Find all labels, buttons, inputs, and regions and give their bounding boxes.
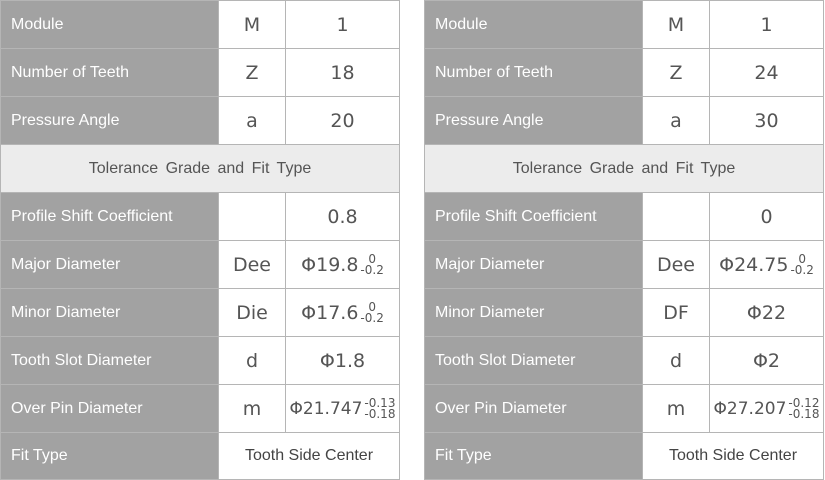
value-main: Φ24.75: [719, 253, 789, 276]
tolerance-lower: -0.2: [790, 262, 814, 277]
tolerance-lower: -0.18: [788, 407, 820, 421]
gear-spec-table-left: [0, 0, 400, 480]
row-symbol-empty: [219, 193, 286, 241]
value-main: Φ19.8: [301, 253, 359, 276]
table-row-module: [1, 1, 400, 49]
row-label: Fit Type: [425, 433, 643, 480]
tolerance-lower: -0.18: [364, 407, 396, 421]
row-value: [710, 385, 824, 433]
row-value: 30: [710, 97, 824, 145]
tolerance-upper: 0: [368, 299, 376, 314]
table-row-fit-type: [1, 433, 400, 480]
row-label: Major Diameter: [1, 241, 219, 289]
row-label: Module: [425, 1, 643, 49]
row-symbol: M: [643, 1, 710, 49]
table-row-profile-shift: [425, 193, 824, 241]
table-row-minor-diameter: [425, 289, 824, 337]
row-value: Φ2: [710, 337, 824, 385]
row-value: [286, 241, 400, 289]
tolerance-upper: 0: [798, 251, 806, 266]
value-main: Φ21.747: [289, 399, 363, 419]
row-symbol: a: [219, 97, 286, 145]
table-row-pressure-angle: [425, 97, 824, 145]
table-row-over-pin-diameter: [425, 385, 824, 433]
row-symbol: M: [219, 1, 286, 49]
tolerance: [364, 398, 395, 420]
row-label: Tooth Slot Diameter: [1, 337, 219, 385]
row-value: 20: [286, 97, 400, 145]
row-symbol-empty: [643, 193, 710, 241]
row-label: Number of Teeth: [1, 49, 219, 97]
value-with-tolerance: [719, 251, 814, 277]
row-value: [286, 289, 400, 337]
row-symbol: m: [219, 385, 286, 433]
row-label: Tooth Slot Diameter: [425, 337, 643, 385]
value-with-tolerance: [301, 251, 384, 277]
tolerance: [360, 251, 384, 277]
table-row-major-diameter: [1, 241, 400, 289]
row-value: 0.8: [286, 193, 400, 241]
row-symbol: m: [643, 385, 710, 433]
row-symbol: DF: [643, 289, 710, 337]
tolerance-lower: -0.2: [360, 262, 384, 277]
row-value: 18: [286, 49, 400, 97]
section-header: Tolerance Grade and Fit Type: [1, 145, 400, 193]
row-label: Over Pin Diameter: [425, 385, 643, 433]
row-value: 0: [710, 193, 824, 241]
table-row-minor-diameter: [1, 289, 400, 337]
tolerance: [360, 299, 384, 325]
row-label: Profile Shift Coefficient: [425, 193, 643, 241]
row-symbol: Dee: [219, 241, 286, 289]
row-symbol: Z: [219, 49, 286, 97]
tolerance-upper: 0: [368, 251, 376, 266]
table-row-slot-diameter: [425, 337, 824, 385]
tolerance-upper: -0.12: [788, 396, 820, 410]
row-value: 1: [710, 1, 824, 49]
row-label: Minor Diameter: [425, 289, 643, 337]
row-label: Minor Diameter: [1, 289, 219, 337]
tolerance: [790, 251, 814, 277]
row-symbol: Dee: [643, 241, 710, 289]
row-label: Pressure Angle: [1, 97, 219, 145]
table-row-teeth: [425, 49, 824, 97]
value-main: Φ17.6: [301, 301, 359, 324]
table-row-profile-shift: [1, 193, 400, 241]
row-label: Fit Type: [1, 433, 219, 480]
row-value: Tooth Side Center: [643, 433, 824, 480]
row-symbol: d: [643, 337, 710, 385]
row-value: 24: [710, 49, 824, 97]
row-symbol: d: [219, 337, 286, 385]
section-header: Tolerance Grade and Fit Type: [425, 145, 824, 193]
tolerance: [788, 398, 819, 420]
row-label: Major Diameter: [425, 241, 643, 289]
table-row-slot-diameter: [1, 337, 400, 385]
row-value: Φ1.8: [286, 337, 400, 385]
table-row-teeth: [1, 49, 400, 97]
row-value: [286, 385, 400, 433]
table-row-module: [425, 1, 824, 49]
value-with-tolerance: [714, 398, 820, 420]
row-value: Tooth Side Center: [219, 433, 400, 480]
table-row-pressure-angle: [1, 97, 400, 145]
row-label: Module: [1, 1, 219, 49]
row-value: 1: [286, 1, 400, 49]
row-label: Pressure Angle: [425, 97, 643, 145]
gear-spec-table-right: [424, 0, 824, 480]
table-row-major-diameter: [425, 241, 824, 289]
table-row-section-header: [425, 145, 824, 193]
row-label: Over Pin Diameter: [1, 385, 219, 433]
row-value: [710, 241, 824, 289]
row-label: Profile Shift Coefficient: [1, 193, 219, 241]
row-symbol: a: [643, 97, 710, 145]
value-with-tolerance: [290, 398, 396, 420]
tolerance-upper: -0.13: [364, 396, 396, 410]
row-symbol: Z: [643, 49, 710, 97]
value-main: Φ27.207: [713, 399, 787, 419]
table-row-over-pin-diameter: [1, 385, 400, 433]
table-row-fit-type: [425, 433, 824, 480]
row-symbol: Die: [219, 289, 286, 337]
row-label: Number of Teeth: [425, 49, 643, 97]
row-value: Φ22: [710, 289, 824, 337]
value-with-tolerance: [301, 299, 384, 325]
tolerance-lower: -0.2: [360, 310, 384, 325]
table-row-section-header: [1, 145, 400, 193]
